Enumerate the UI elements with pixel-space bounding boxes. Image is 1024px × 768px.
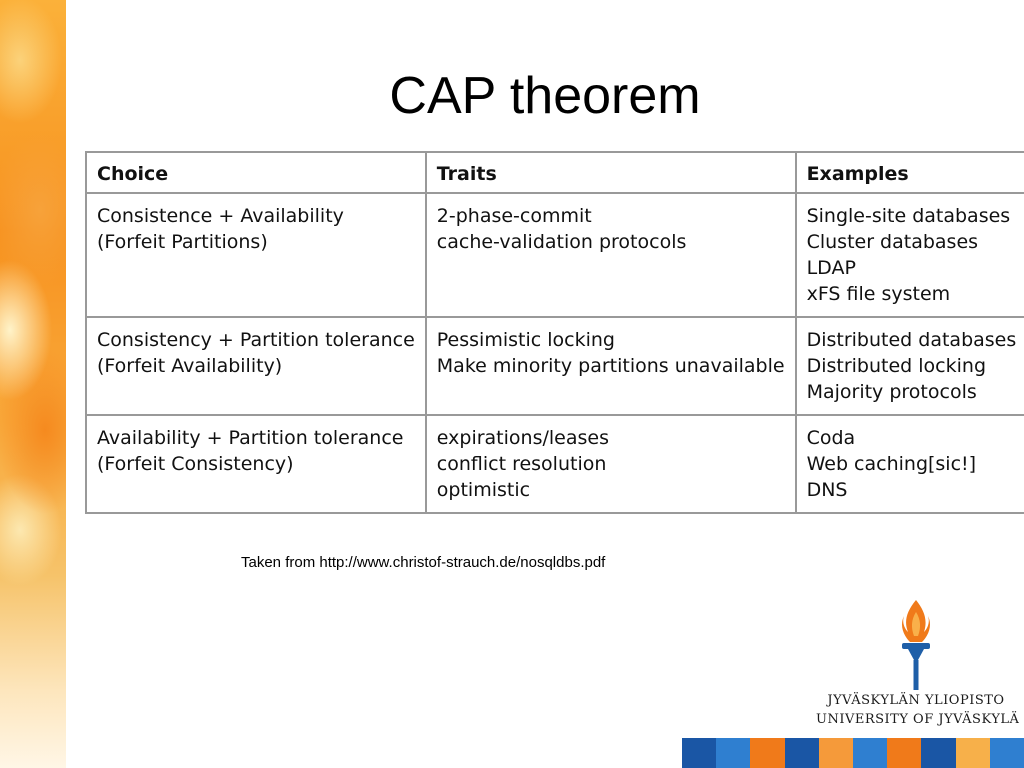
traits-cell [426,193,796,317]
choice-line: Consistence + Availability [97,205,344,227]
traits-cell [426,317,796,415]
choice-line: (Forfeit Consistency) [97,453,294,475]
decorative-color-bar [682,738,1024,768]
choice-line: (Forfeit Partitions) [97,231,268,253]
university-name-finnish: JYVÄSKYLÄN YLIOPISTO [827,693,1005,708]
decorative-side-strip [0,0,66,768]
example-line: Majority protocols [806,381,977,403]
color-bar-segment [819,738,853,768]
example-line: Coda [806,427,856,449]
trait-line: optimistic [436,479,531,501]
color-bar-segment [716,738,750,768]
table-header-row [86,152,1024,193]
university-name-english: UNIVERSITY OF JYVÄSKYLÄ [816,712,1020,727]
choice-line: Availability + Partition tolerance [97,427,404,449]
university-logo [816,598,1020,738]
example-line: Cluster databases [806,231,979,253]
trait-line: cache-validation protocols [436,231,687,253]
header-traits: Traits [426,152,796,193]
choice-cell [86,193,426,317]
examples-cell [796,317,1024,415]
color-bar-segment [682,738,716,768]
trait-line: 2-phase-commit [436,205,592,227]
choice-cell [86,317,426,415]
example-line: DNS [806,479,848,501]
choice-cell [86,415,426,513]
example-line: LDAP [806,257,856,279]
torch-icon [898,598,934,690]
color-bar-segment [990,738,1024,768]
trait-line: Pessimistic locking [436,329,615,351]
example-line: Web caching[sic!] [806,453,977,475]
example-line: Single-site databases [806,205,1011,227]
header-examples: Examples [796,152,1024,193]
cap-table [85,151,1024,514]
table-row [86,193,1024,317]
table-row [86,317,1024,415]
color-bar-segment [853,738,887,768]
color-bar-segment [750,738,784,768]
trait-line: conflict resolution [436,453,607,475]
source-note: Taken from http://www.christof-strauch.de/nosqldbs.pdf [241,554,606,571]
example-line: Distributed locking [806,355,987,377]
choice-line: (Forfeit Availability) [97,355,283,377]
choice-line: Consistency + Partition tolerance [97,329,415,351]
slide-title: CAP theorem [389,67,701,125]
header-choice: Choice [86,152,426,193]
examples-cell [796,193,1024,317]
color-bar-segment [956,738,990,768]
color-bar-segment [785,738,819,768]
trait-line: expirations/leases [436,427,609,449]
table-row [86,415,1024,513]
color-bar-segment [921,738,955,768]
color-bar-segment [887,738,921,768]
traits-cell [426,415,796,513]
examples-cell [796,415,1024,513]
trait-line: Make minority partitions unavailable [436,355,785,377]
example-line: xFS file system [806,283,951,305]
example-line: Distributed databases [806,329,1017,351]
